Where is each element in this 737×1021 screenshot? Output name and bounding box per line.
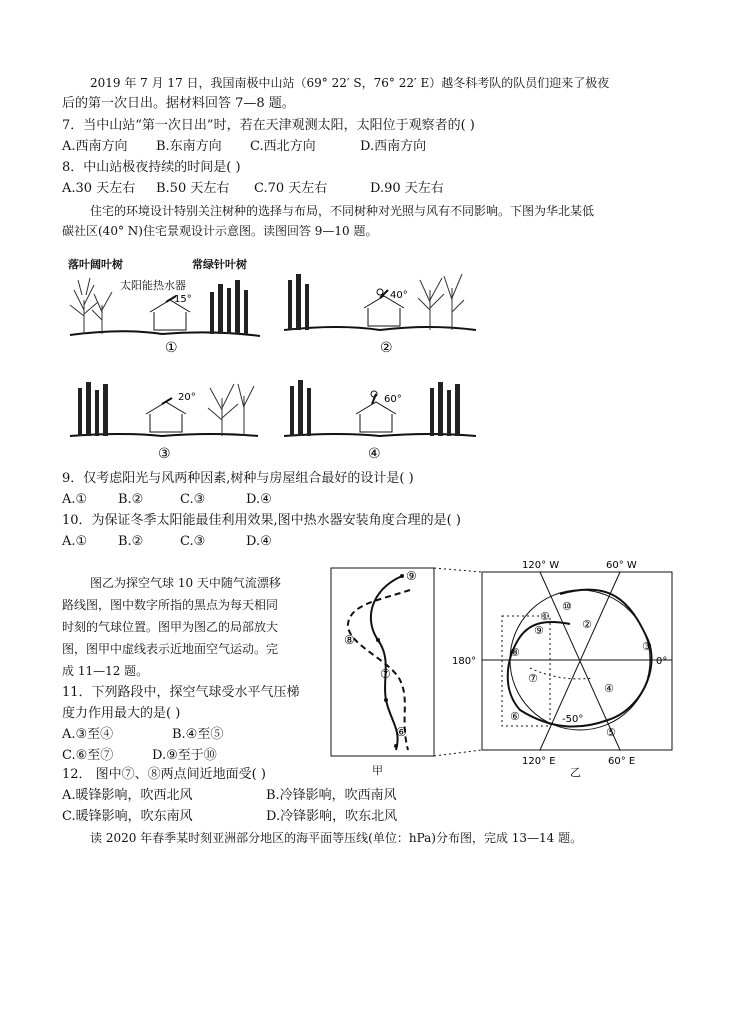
balloon-path-figure xyxy=(330,560,675,780)
jia-point-9: ⑨ xyxy=(406,569,417,583)
yi-point-7: ⑦ xyxy=(528,672,538,685)
option-d[interactable]: D.冷锋影响，吹东北风 xyxy=(266,809,398,824)
option-c[interactable]: C.西北方向 xyxy=(250,139,316,154)
yi-point-10: ⑩ xyxy=(562,600,572,613)
panel-3 xyxy=(70,382,258,460)
option-b[interactable]: B.② xyxy=(118,492,144,507)
lat-50-label: -50° xyxy=(562,714,584,725)
option-c[interactable]: C.暖锋影响，吹东南风 xyxy=(62,809,193,824)
panel-3-number: ③ xyxy=(158,446,171,460)
panel-4-angle: 60° xyxy=(384,394,402,405)
lon-60e-label: 60° E xyxy=(608,756,636,767)
intro-9-10-line2: 碳社区(40° N)住宅景观设计示意图。读图回答 9—10 题。 xyxy=(62,224,378,238)
panel-1-angle: 15° xyxy=(174,294,192,305)
yi-point-6: ⑥ xyxy=(510,710,520,723)
intro-7-8-line2: 后的第一次日出。据材料回答 7—8 题。 xyxy=(62,96,295,111)
option-d[interactable]: D.90 天左右 xyxy=(370,181,444,196)
option-b[interactable]: B.② xyxy=(118,534,144,549)
yi-point-1: ① xyxy=(540,610,550,623)
question-11-line2: 度力作用最大的是( ) xyxy=(62,706,181,721)
deciduous-label: 落叶阔叶树 xyxy=(68,258,123,271)
panel-4 xyxy=(284,380,476,460)
question-10: 10．为保证冬季太阳能最佳利用效果,图中热水器安装角度合理的是( ) xyxy=(62,513,461,528)
yi-point-9: ⑨ xyxy=(534,624,544,637)
intro-13-14: 读 2020 年春季某时刻亚洲部分地区的海平面等压线(单位：hPa)分布图，完成 13—14 题。 xyxy=(90,831,583,845)
solar-heater-label: 太阳能热水器 xyxy=(120,279,186,292)
yi-point-2: ② xyxy=(582,618,592,631)
option-c[interactable]: C.③ xyxy=(180,492,206,507)
lon-180-label: 180° xyxy=(452,656,477,667)
option-c[interactable]: C.70 天左右 xyxy=(254,181,328,196)
question-7: 7．当中山站“第一次日出”时，若在天津观测太阳，太阳位于观察者的( ) xyxy=(62,118,475,133)
jia-point-6: ⑥ xyxy=(396,725,407,739)
lon-120w-label: 120° W xyxy=(522,560,560,571)
figure-yi-label: 乙 xyxy=(570,766,581,779)
intro-11-12-line1: 图乙为探空气球 10 天中随气流漂移 xyxy=(90,576,281,590)
yi-point-3: ③ xyxy=(642,640,652,653)
intro-11-12-line4: 图，图甲中虚线表示近地面空气运动。完 xyxy=(62,642,279,656)
option-a[interactable]: A.30 天左右 xyxy=(62,181,136,196)
option-a[interactable]: A.西南方向 xyxy=(62,139,128,154)
option-d[interactable]: D.西南方向 xyxy=(360,139,427,154)
panel-4-number: ④ xyxy=(368,446,381,460)
question-11-options-row1 xyxy=(62,726,223,744)
option-a[interactable]: A.暖锋影响，吹西北风 xyxy=(62,788,193,803)
option-c[interactable]: C.⑥至⑦ xyxy=(62,748,114,763)
option-a[interactable]: A.① xyxy=(62,534,88,549)
housing-design-figure xyxy=(62,250,482,460)
jia-point-7: ⑦ xyxy=(380,667,391,681)
intro-7-8-line1: 2019 年 7 月 17 日，我国南极中山站（69° 22′ S，76° 22′ E）越冬科考队的队员们迎来了极夜 xyxy=(90,76,610,90)
option-c[interactable]: C.③ xyxy=(180,534,206,549)
question-8-options xyxy=(62,180,444,198)
question-7-options xyxy=(62,138,426,156)
panel-2-angle: 40° xyxy=(390,290,408,301)
lon-120e-label: 120° E xyxy=(522,756,556,767)
panel-2-number: ② xyxy=(380,340,393,356)
question-11-line1: 11．下列路段中，探空气球受水平气压梯 xyxy=(62,685,300,700)
option-b[interactable]: B.④至⑤ xyxy=(172,727,224,742)
option-a[interactable]: A.① xyxy=(62,492,88,507)
question-11-options-row2 xyxy=(62,747,217,765)
question-12: 12． 图中⑦、⑧两点间近地面受( ) xyxy=(62,767,266,782)
option-d[interactable]: D.⑨至于⑩ xyxy=(152,748,217,763)
yi-point-8: ⑧ xyxy=(510,646,520,659)
question-9-options xyxy=(62,491,272,509)
intro-11-12-line5: 成 11—12 题。 xyxy=(62,664,149,678)
figure-jia-label: 甲 xyxy=(372,764,383,777)
option-a[interactable]: A.③至④ xyxy=(62,727,114,742)
option-d[interactable]: D.④ xyxy=(246,534,272,549)
panel-2 xyxy=(284,274,476,356)
lon-0-label: 0° xyxy=(656,656,668,667)
jia-point-8: ⑧ xyxy=(344,633,355,647)
option-b[interactable]: B.50 天左右 xyxy=(156,181,230,196)
option-d[interactable]: D.④ xyxy=(246,492,272,507)
panel-1 xyxy=(70,278,260,356)
lon-60w-label: 60° W xyxy=(606,560,637,571)
housing-design-drawing xyxy=(62,250,482,460)
intro-9-10-line1: 住宅的环境设计特别关注树种的选择与布局，不同树种对光照与风有不同影响。下图为华北某低 xyxy=(90,204,595,218)
question-10-options xyxy=(62,533,272,551)
balloon-path-drawing xyxy=(330,560,675,780)
panel-1-number: ① xyxy=(165,340,178,356)
intro-11-12-line3: 时刻的气球位置。图甲为图乙的局部放大 xyxy=(62,620,279,634)
evergreen-label: 常绿针叶树 xyxy=(192,258,247,271)
intro-11-12-line2: 路线图，图中数字所指的黑点为每天相同 xyxy=(62,598,279,612)
option-b[interactable]: B.东南方向 xyxy=(156,139,222,154)
question-12-options-row2 xyxy=(62,808,397,826)
panel-3-angle: 20° xyxy=(178,392,196,403)
question-8: 8．中山站极夜持续的时间是( ) xyxy=(62,160,241,175)
question-9: 9．仅考虑阳光与风两种因素,树种与房屋组合最好的设计是( ) xyxy=(62,471,414,486)
yi-point-4: ④ xyxy=(604,682,614,695)
question-12-options-row1 xyxy=(62,787,397,805)
option-b[interactable]: B.冷锋影响，吹西南风 xyxy=(266,788,397,803)
yi-point-5: ⑤ xyxy=(606,726,616,739)
